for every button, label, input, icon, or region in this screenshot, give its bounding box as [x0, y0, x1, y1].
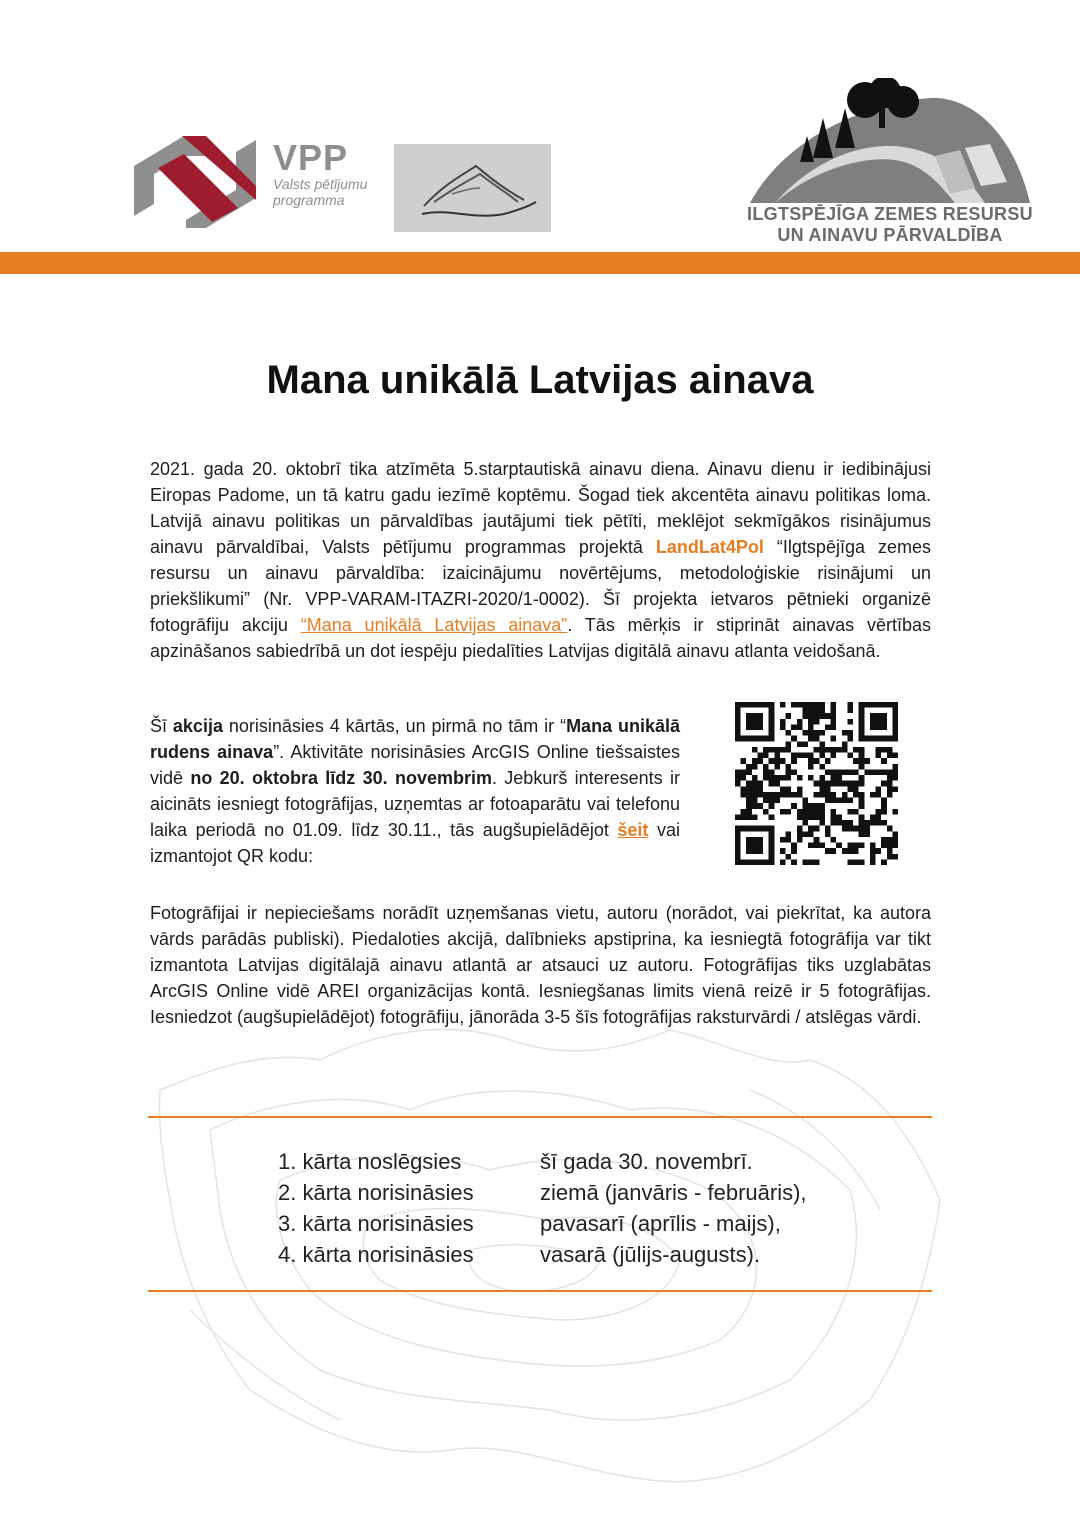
campaign-text-1: Šī	[150, 716, 173, 736]
campaign-link[interactable]: “Mana unikālā Latvijas ainava”	[300, 615, 568, 635]
schedule-when: ziemā (janvāris - februāris),	[540, 1180, 807, 1205]
intro-paragraph	[150, 456, 931, 664]
schedule-top-divider	[148, 1116, 932, 1118]
schedule-bottom-divider	[148, 1290, 932, 1292]
campaign-bold-2: Mana unikālā rudens ainava	[150, 716, 680, 762]
schedule-round: 4. kārta norisināsies	[278, 1242, 474, 1267]
schedule-round: 2. kārta norisināsies	[278, 1180, 474, 1205]
schedule-row	[278, 1208, 878, 1239]
campaign-bold-3: no 20. oktobra līdz 30. novembrim	[190, 768, 492, 788]
instructions-paragraph: Fotogrāfijai ir nepieciešams norādīt uzņemšanas vietu, autoru (norādot, vai piekrītat, ka autora vārds parādās publiski). Piedaloties akcijā, dalībnieks apstiprina, ka iesniegtā fotogrāfija var tikt izmantota Latvijas digitālajā ainavu atlantā ar atsauci uz autoru. Fotogrāfijas tiks uzglabātas ArcGIS Online vidē AREI organizācijas kontā. Iesniegšanas limits vienā reizē ir 5 fotogrāfijas. Iesniedzot (augšupielādējot) fotogrāfiju, jānorāda 3-5 šīs fotogrāfijas raksturvārdi / atslēgas vārdi.	[150, 903, 931, 1027]
campaign-bold-1: akcija	[172, 716, 223, 736]
schedule-row	[278, 1177, 878, 1208]
project-logo-text	[745, 204, 1035, 246]
campaign-text-5: vai izmantojot QR kodu:	[150, 820, 681, 866]
schedule-row	[278, 1146, 878, 1177]
project-code: LandLat4Pol	[655, 537, 764, 557]
vpp-line1: Valsts pētījumu	[273, 176, 368, 192]
campaign-text-4: . Jebkurš interesents ir aicināts iesniegt fotogrāfijas, uzņemtas ar fotoaparātu vai telefonu laika periodā no 01.09. līdz 30.11., tās augšupielādējot	[150, 768, 680, 840]
header-divider-bar	[0, 252, 1080, 274]
project-logo-line2: UN AINAVU PĀRVALDĪBA	[777, 225, 1003, 245]
schedule-round: 3. kārta norisināsies	[278, 1211, 474, 1236]
vpp-abbr: VPP	[273, 137, 349, 178]
schedule-when: pavasarī (aprīlis - maijs),	[540, 1211, 781, 1236]
vpp-logo-text	[273, 137, 368, 208]
mountain-logo-icon	[394, 144, 551, 232]
intro-text-1: 2021. gada 20. oktobrī tika atzīmēta 5.starptautiskā ainavu diena. Ainavu dienu ir iedibinājusi Eiropas Padome, un tā katru gadu iezīmē koptēmu. Šogad tiek akcentēta ainavu politikas loma. Latvijā ainavu politikas un pārvaldības jautājumi tiek pētīti, meklējot sekmīgākos risinājumus ainavu pārvaldībai, Valsts pētījumu programmas projektā	[150, 459, 931, 557]
campaign-text-3: ”. Aktivitāte norisināsies ArcGIS Online tiešsaistes vidē	[150, 742, 680, 788]
project-logo-line1: ILGTSPĒJĪGA ZEMES RESURSU	[747, 204, 1033, 224]
campaign-paragraph	[150, 713, 680, 869]
campaign-text-2: norisināsies 4 kārtās, un pirmā no tām ir “	[222, 716, 567, 736]
upload-link[interactable]: šeit	[617, 820, 649, 840]
vpp-line2: programma	[273, 192, 345, 208]
qr-code-icon[interactable]	[735, 702, 898, 865]
schedule-table	[278, 1146, 878, 1270]
page-title: Mana unikālā Latvijas ainava	[266, 358, 814, 402]
intro-text-3: . Tās mērķis ir stiprināt ainavas vērtības apzināšanos sabiedrībā un dot iespēju piedalīties Latvijas digitālā ainavu atlanta veidošanā.	[150, 615, 931, 661]
intro-text-2: “Ilgtspējīga zemes resursu un ainavu pārvaldība: izaicinājumu novērtējums, metodoloģiskie risinājumi un priekšlikumi” (Nr. VPP-VARAM-ITAZRI-2020/1-0002). Šī projekta ietvaros pētnieki organizē fotogrāfiju akciju	[150, 537, 931, 635]
schedule-when: šī gada 30. novembrī.	[540, 1149, 753, 1174]
schedule-when: vasarā (jūlijs-augusts).	[540, 1242, 761, 1267]
schedule-round: 1. kārta noslēgsies	[278, 1149, 462, 1174]
schedule-row	[278, 1239, 878, 1270]
